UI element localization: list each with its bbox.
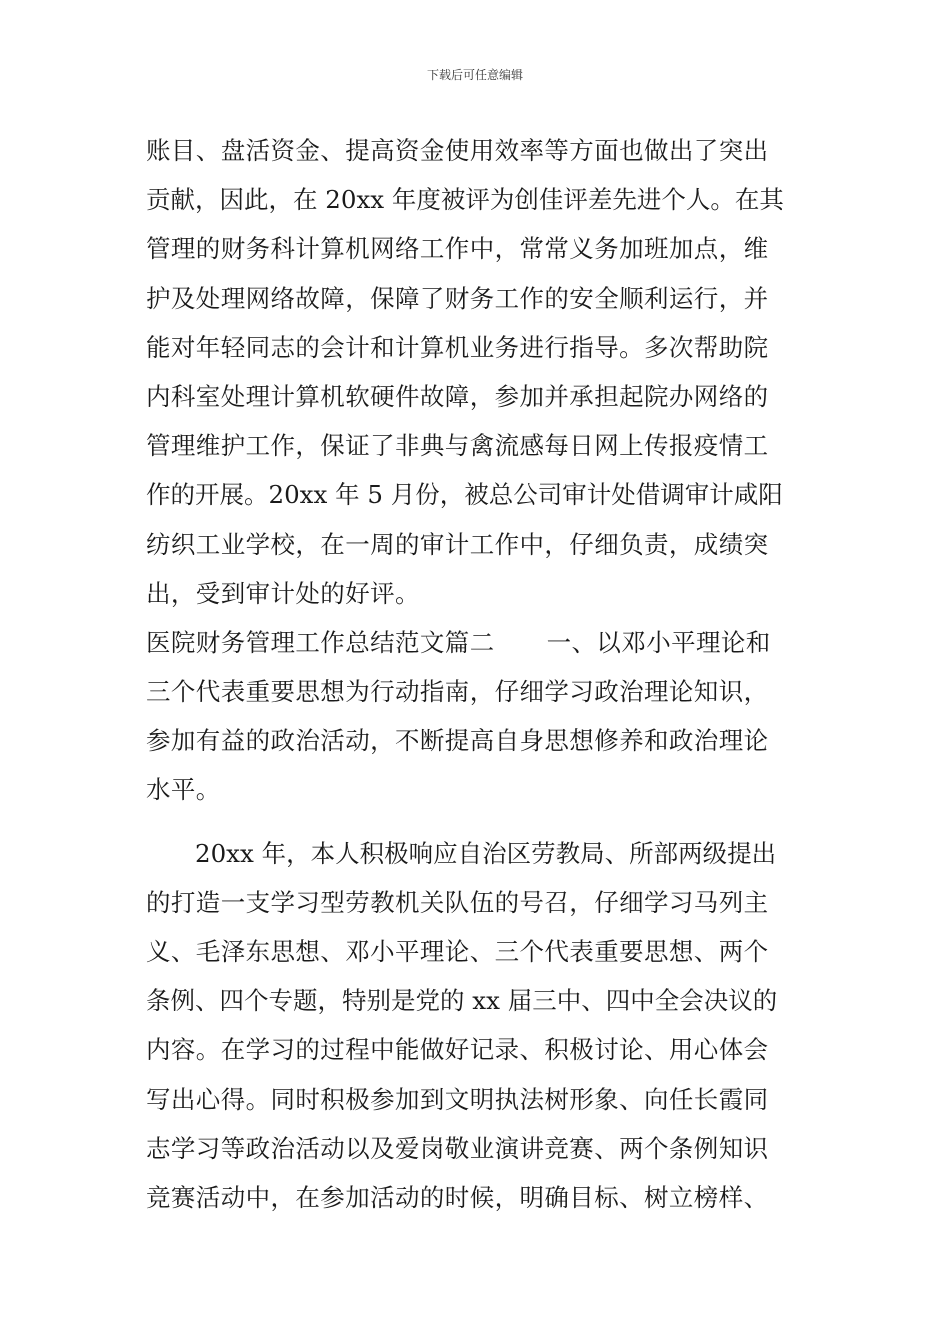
text-line: 管理维护工作，保证了非典与禽流感每日网上传报疫情工 [146,431,769,461]
text-line: 20xx 年，本人积极响应自治区劳教局、所部两级提出 [195,838,777,868]
text-line: 水平。 [146,775,221,805]
text-line: 参加有益的政治活动，不断提高自身思想修养和政治理论 [146,726,769,756]
section-title: 医院财务管理工作总结范文篇二 [146,627,495,657]
text-line: 能对年轻同志的会计和计算机业务进行指导。多次帮助院 [146,332,769,362]
text-line: 出，受到审计处的好评。 [146,578,420,608]
text-line: 写出心得。同时积极参加到文明执法树形象、向任长霞同 [146,1084,769,1114]
text-line: 纺织工业学校，在一周的审计工作中，仔细负责，成绩突 [146,529,769,559]
text-line: 管理的财务科计算机网络工作中，常常义务加班加点，维 [146,234,769,264]
text-line: 内容。在学习的过程中能做好记录、积极讨论、用心体会 [146,1035,769,1065]
paragraph-2 [146,667,808,815]
text-line: 三个代表重要思想为行动指南，仔细学习政治理论知识， [146,677,769,707]
text-line: 贡献，因此，在 20xx 年度被评为创佳评差先进个人。在其 [146,185,784,215]
text-line: 义、毛泽东思想、邓小平理论、三个代表重要思想、两个 [146,937,769,966]
text-line: 护及处理网络故障，保障了财务工作的安全顺利运行，并 [146,283,769,313]
text-line: 的打造一支学习型劳教机关队伍的号召，仔细学习马列主 [146,887,769,917]
text-line: 条例、四个专题，特别是党的 xx 届三中、四中全会决议的 [146,986,778,1016]
text-line: 内科室处理计算机软硬件故障，参加并承担起院办网络的 [146,381,769,411]
document-body [146,126,808,1222]
text-line: 志学习等政治活动以及爱岗敬业演讲竞赛、两个条例知识 [146,1133,769,1163]
text-line: 作的开展。20xx 年 5 月份，被总公司审计处借调审计咸阳 [146,480,783,510]
section-first-point: 一、以邓小平理论和 [546,627,771,657]
text-line: 竞赛活动中，在参加活动的时候，明确目标、树立榜样、 [146,1182,769,1212]
paragraph-3 [146,829,808,1223]
page-header: 下载后可任意编辑 [426,68,523,82]
text-line: 账目、盘活资金、提高资金使用效率等方面也做出了突出 [146,136,769,165]
section-title-line [146,618,808,667]
paragraph-1 [146,126,808,618]
